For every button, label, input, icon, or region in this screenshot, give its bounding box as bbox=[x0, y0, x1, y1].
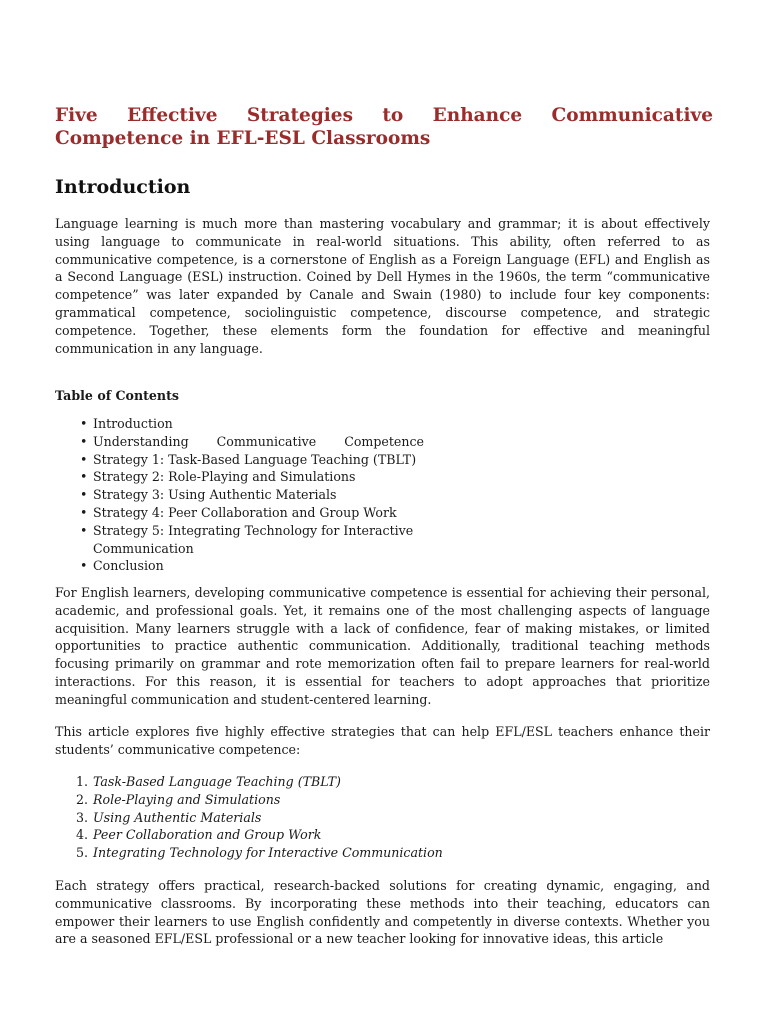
strategy-item: 1. Task-Based Language Teaching (TBLT) bbox=[75, 774, 341, 789]
toc-item: • Conclusion bbox=[55, 557, 455, 575]
introduction-heading: Introduction bbox=[55, 176, 191, 198]
body-paragraph-2: For English learners, developing communicative competence is essential for achieving their personal, academic, and professional goals. Yet, it remains one of the most challenging aspects of language acquisition. Many learners struggle with a lack of confidence, fear of making mistakes, or limited opportunities to practice authentic communication. Additionally, traditional teaching methods focusing primarily on grammar and rote memorization often fail to prepare learners for real-world interactions. For this reason, it is essential for teachers to adopt approaches that prioritize meaningful communication and student-centered learning. bbox=[55, 585, 710, 707]
toc-item: • Understanding Communicative Competence bbox=[55, 433, 424, 451]
strategy-item: 4. Peer Collaboration and Group Work bbox=[75, 827, 322, 843]
strategy-item: 5. Integrating Technology for Interactive Communication bbox=[75, 845, 443, 861]
strategy-item: 2. Role-Playing and Simulations bbox=[75, 791, 281, 807]
table-of-contents bbox=[55, 415, 455, 575]
toc-item: • Strategy 5: Integrating Technology for Interactive Communication bbox=[55, 522, 455, 558]
toc-heading: Table of Contents bbox=[55, 388, 179, 403]
toc-item: • Introduction bbox=[55, 415, 455, 433]
strategy-list bbox=[55, 773, 443, 862]
toc-item: • Strategy 3: Using Authentic Materials bbox=[55, 486, 455, 504]
body-paragraph-4: Each strategy offers practical, research-backed solutions for creating dynamic, engaging, and communicative classrooms. By incorporating these methods into their teaching, educators can empower their learners to use English confidently and competently in diverse contexts. Whether you are a seasoned EFL/ESL professional or a new teacher looking for innovative ideas, this article bbox=[55, 878, 710, 947]
toc-item: • Strategy 4: Peer Collaboration and Group Work bbox=[55, 504, 455, 522]
introduction-paragraph: Language learning is much more than mastering vocabulary and grammar; it is about effectively using language to communicate in real-world situations. This ability, often referred to as communicative competence, is a cornerstone of English as a Foreign Language (EFL) and English as a Second Language (ESL) instruction. Coined by Dell Hymes in the 1960s, the term “communicative competence” was later expanded by Canale and Swain (1980) to include four key components: grammatical competence, sociolinguistic competence, discourse competence, and strategic competence. Together, these elements form the foundation for effective and meaningful communication in any language. bbox=[55, 216, 710, 356]
toc-item: • Strategy 1: Task-Based Language Teaching (TBLT) bbox=[55, 451, 455, 469]
body-paragraph-3: This article explores five highly effective strategies that can help EFL/ESL teachers enhance their students’ communicative competence: bbox=[55, 724, 710, 757]
strategy-item: 3. Using Authentic Materials bbox=[75, 809, 262, 825]
article-title: Five Effective Strategies to Enhance Communicative Competence in EFL-ESL Classrooms bbox=[55, 105, 713, 149]
toc-item: • Strategy 2: Role-Playing and Simulations bbox=[55, 468, 455, 486]
